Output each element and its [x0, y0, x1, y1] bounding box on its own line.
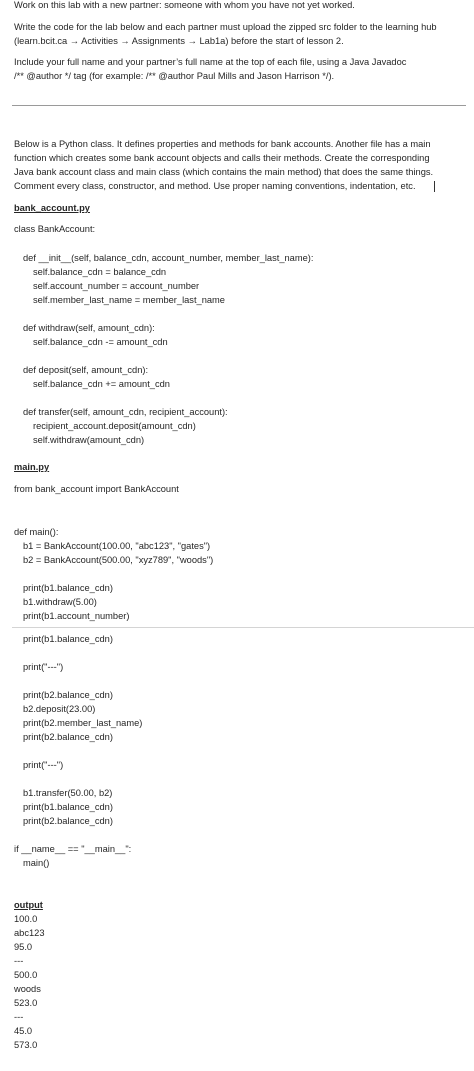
- code-line: print(b2.member_last_name): [23, 718, 143, 728]
- intro-line-4: Include your full name and your partner’s full name at the top of each file, using a Java Javadoc: [14, 57, 407, 67]
- code-line: def main():: [14, 527, 59, 537]
- code-line: self.balance_cdn -= amount_cdn: [33, 337, 168, 347]
- code-line: self.balance_cdn = balance_cdn: [33, 267, 167, 277]
- code-line: b1 = BankAccount(100.00, "abc123", "gates"): [23, 541, 211, 551]
- bank-account-heading: bank_account.py: [14, 203, 90, 213]
- code-line: class BankAccount:: [14, 224, 96, 234]
- main-heading: main.py: [14, 462, 50, 472]
- output-line: woods: [14, 984, 41, 994]
- code-line: print(b1.balance_cdn): [23, 634, 113, 644]
- code-line: def deposit(self, amount_cdn):: [23, 365, 149, 375]
- code-line: self.account_number = account_number: [33, 281, 200, 291]
- code-line: print("---"): [23, 662, 64, 672]
- code-line: b1.transfer(50.00, b2): [23, 788, 113, 798]
- description-line-4: Comment every class, constructor, and method. Use proper naming conventions, indentation, etc.: [14, 181, 416, 191]
- code-line: b2.deposit(23.00): [23, 704, 96, 714]
- output-line: 500.0: [14, 970, 38, 980]
- intro-line-2: Write the code for the lab below and each partner must upload the zipped src folder to the learning hub: [14, 22, 437, 32]
- code-line: b1.withdraw(5.00): [23, 597, 97, 607]
- code-line: if __name__ == "__main__":: [14, 844, 132, 854]
- code-line: def withdraw(self, amount_cdn):: [23, 323, 155, 333]
- intro-line-5: /** @author */ tag (for example: /** @author Paul Mills and Jason Harrison */).: [14, 71, 335, 81]
- code-line: print(b2.balance_cdn): [23, 816, 113, 826]
- output-line: 45.0: [14, 1026, 33, 1036]
- output-line: 95.0: [14, 942, 33, 952]
- section-divider: [12, 105, 466, 106]
- code-line: print("---"): [23, 760, 64, 770]
- output-line: 100.0: [14, 914, 38, 924]
- code-line: print(b1.account_number): [23, 611, 130, 621]
- code-line: self.withdraw(amount_cdn): [33, 435, 145, 445]
- code-line: def __init__(self, balance_cdn, account_number, member_last_name):: [23, 253, 314, 263]
- output-line: abc123: [14, 928, 45, 938]
- code-line: self.member_last_name = member_last_name: [33, 295, 225, 305]
- description-line-2: function which creates some bank account objects and calls their methods. Create the corresponding: [14, 153, 430, 163]
- code-line: recipient_account.deposit(amount_cdn): [33, 421, 196, 431]
- output-line: 523.0: [14, 998, 38, 1008]
- intro-line-3: (learn.bcit.ca → Activities → Assignments → Lab1a) before the start of lesson 2.: [14, 36, 344, 46]
- output-line: ---: [14, 956, 24, 966]
- intro-line-1: Work on this lab with a new partner: someone with whom you have not yet worked.: [14, 0, 355, 10]
- description-line-1: Below is a Python class. It defines properties and methods for bank accounts. Another file has a main: [14, 139, 431, 149]
- code-line: print(b1.balance_cdn): [23, 583, 113, 593]
- output-heading: output: [14, 900, 43, 910]
- description-line-3: Java bank account class and main class (which contains the main method) that does the same things.: [14, 167, 434, 177]
- page-break-line: [12, 627, 474, 628]
- code-line: self.balance_cdn += amount_cdn: [33, 379, 170, 389]
- code-line: b2 = BankAccount(500.00, "xyz789", "woods"): [23, 555, 214, 565]
- code-line: def transfer(self, amount_cdn, recipient_account):: [23, 407, 228, 417]
- code-line: print(b1.balance_cdn): [23, 802, 113, 812]
- code-line: print(b2.balance_cdn): [23, 732, 113, 742]
- text-cursor: [434, 181, 435, 192]
- code-line: from bank_account import BankAccount: [14, 484, 179, 494]
- output-line: 573.0: [14, 1040, 38, 1050]
- code-line: print(b2.balance_cdn): [23, 690, 113, 700]
- output-line: ---: [14, 1012, 24, 1022]
- code-line: main(): [23, 858, 50, 868]
